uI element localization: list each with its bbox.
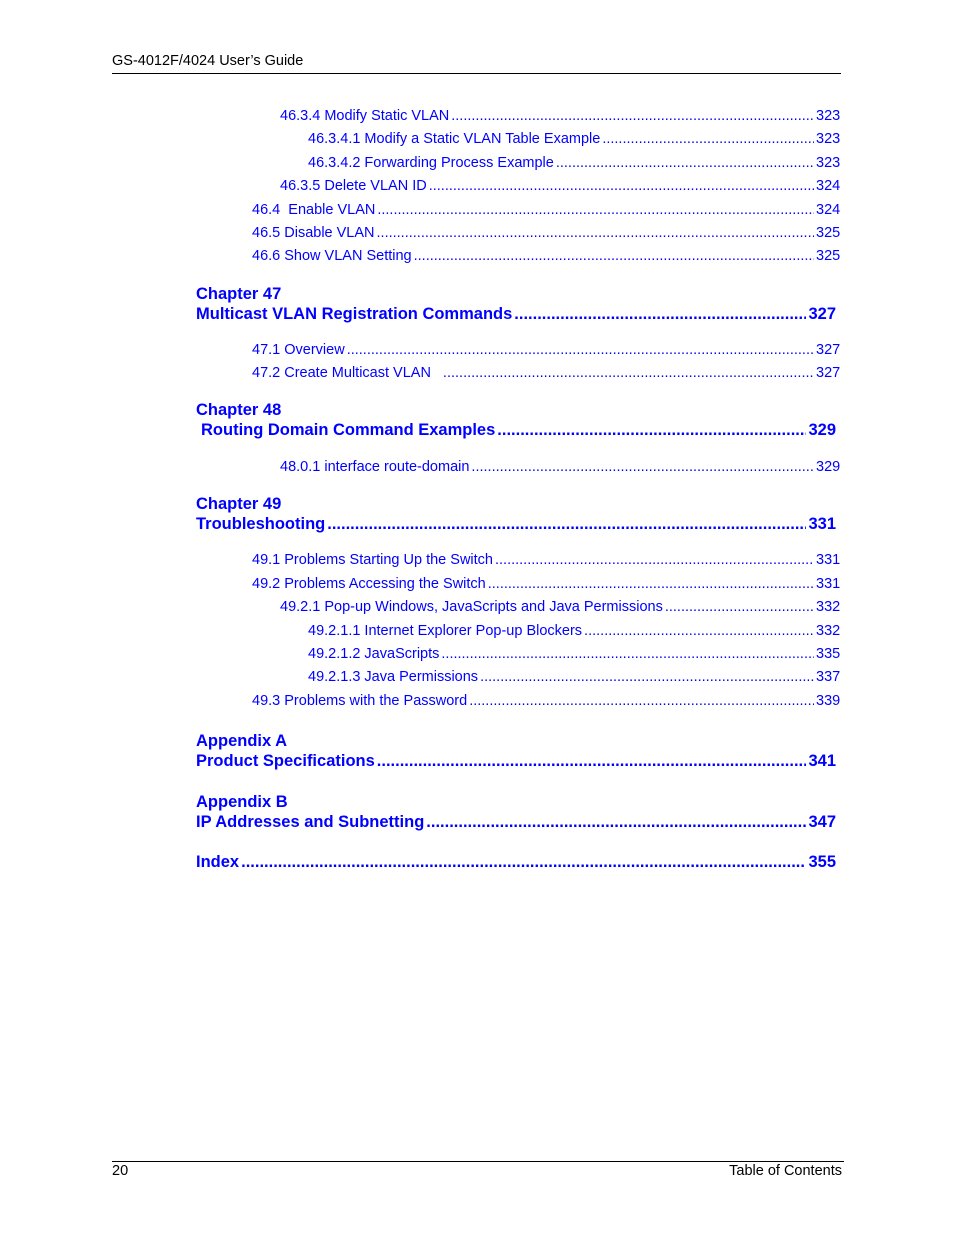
toc-entry-46-4[interactable] [252, 200, 841, 220]
toc-entry-46-5[interactable] [252, 223, 841, 243]
toc-entry-48-0-1[interactable] [280, 457, 841, 477]
leader-dots [414, 246, 814, 266]
toc-entry-page: 335 [816, 646, 841, 662]
toc-entry-49-2-1-1[interactable] [308, 621, 841, 641]
chapter-49-title[interactable] [196, 513, 836, 535]
chapter-48-title[interactable] [196, 419, 836, 441]
toc-entry-page: 325 [816, 248, 841, 264]
leader-dots [377, 750, 807, 772]
toc-entry-label: 49.2 Problems Accessing the Switch [252, 576, 486, 592]
toc-entry-page: 327 [816, 342, 841, 358]
index-entry[interactable] [196, 851, 836, 873]
leader-dots [377, 200, 814, 220]
toc-entry-page: 331 [816, 576, 841, 592]
leader-dots [241, 851, 806, 873]
leader-dots [497, 419, 806, 441]
toc-entry-label: 46.3.4.2 Forwarding Process Example [308, 155, 554, 171]
chapter-page: 327 [808, 305, 836, 323]
chapter-title: Multicast VLAN Registration Commands [196, 305, 513, 323]
leader-dots [480, 667, 814, 687]
toc-entry-label: 49.2.1.2 JavaScripts [308, 646, 440, 662]
leader-dots [327, 513, 806, 535]
toc-entry-49-2[interactable] [252, 574, 841, 594]
toc-entry-label: 49.2.1.3 Java Permissions [308, 669, 479, 685]
toc-entry-page: 332 [816, 599, 841, 615]
toc-entry-49-2-1[interactable] [280, 597, 841, 617]
leader-dots [602, 129, 814, 149]
toc-entry-page: 331 [816, 552, 841, 568]
index-title: Index [196, 853, 240, 871]
footer-section-title: Table of Contents [729, 1163, 842, 1179]
toc-entry-46-3-4-2[interactable] [308, 153, 841, 173]
toc-entry-label: 47.1 Overview [252, 342, 345, 358]
leader-dots [514, 303, 806, 325]
index-page: 355 [808, 853, 836, 871]
toc-entry-page: 324 [816, 178, 841, 194]
toc-entry-page: 327 [816, 365, 841, 381]
toc-entry-49-2-1-2[interactable] [308, 644, 841, 664]
toc-entry-47-2[interactable] [252, 363, 841, 383]
toc-entry-label: 46.6 Show VLAN Setting [252, 248, 412, 264]
toc-entry-label: 48.0.1 interface route-domain [280, 459, 470, 475]
leader-dots [426, 811, 806, 833]
toc-entry-page: 329 [816, 459, 841, 475]
toc-entry-label: 49.2.1 Pop-up Windows, JavaScripts and Java Permissions [280, 599, 663, 615]
chapter-title: Routing Domain Command Examples [201, 421, 496, 439]
leader-dots [665, 597, 814, 617]
leader-dots [469, 691, 814, 711]
toc-entry-page: 324 [816, 202, 841, 218]
leader-dots [429, 176, 814, 196]
leader-dots [377, 223, 814, 243]
chapter-title: Product Specifications [196, 752, 375, 770]
toc-entry-label: 47.2 Create Multicast VLAN [252, 365, 431, 381]
toc-entry-page: 323 [816, 155, 841, 171]
chapter-page: 347 [808, 813, 836, 831]
toc-entry-label: 46.3.5 Delete VLAN ID [280, 178, 427, 194]
chapter-page: 341 [808, 752, 836, 770]
toc-entry-label: 46.3.4 Modify Static VLAN [280, 108, 450, 124]
chapter-47-label[interactable]: Chapter 47 [196, 285, 282, 303]
toc-entry-46-6[interactable] [252, 246, 841, 266]
header-divider [112, 73, 841, 74]
toc-entry-49-1[interactable] [252, 550, 841, 570]
leader-dots [451, 106, 814, 126]
chapter-page: 331 [808, 515, 836, 533]
toc-entry-46-3-4[interactable] [280, 106, 841, 126]
footer-page-number: 20 [112, 1163, 129, 1179]
toc-entry-page: 339 [816, 693, 841, 709]
leader-dots [471, 457, 814, 477]
toc-entry-46-3-4-1[interactable] [308, 129, 841, 149]
leader-dots [584, 621, 814, 641]
appendix-a-title[interactable] [196, 750, 836, 772]
toc-entry-label: 49.2.1.1 Internet Explorer Pop-up Blockers [308, 623, 583, 639]
toc-entry-46-3-5[interactable] [280, 176, 841, 196]
chapter-47-title[interactable] [196, 303, 836, 325]
toc-entry-label: 49.1 Problems Starting Up the Switch [252, 552, 493, 568]
leader-dots [488, 574, 814, 594]
appendix-b-label[interactable]: Appendix B [196, 793, 288, 811]
toc-entry-label: 46.5 Disable VLAN [252, 225, 375, 241]
leader-dots [495, 550, 814, 570]
leader-dots [347, 340, 814, 360]
appendix-a-label[interactable]: Appendix A [196, 732, 288, 750]
chapter-49-label[interactable]: Chapter 49 [196, 495, 282, 513]
leader-dots [441, 644, 814, 664]
chapter-title: IP Addresses and Subnetting [196, 813, 425, 831]
appendix-b-title[interactable] [196, 811, 836, 833]
chapter-page: 329 [808, 421, 836, 439]
leader-dots [443, 363, 814, 383]
toc-entry-page: 325 [816, 225, 841, 241]
toc-entry-page: 332 [816, 623, 841, 639]
toc-entry-label: 46.4 Enable VLAN [252, 202, 376, 218]
toc-entry-49-3[interactable] [252, 691, 841, 711]
page-header: GS-4012F/4024 User’s Guide [112, 53, 304, 69]
toc-entry-49-2-1-3[interactable] [308, 667, 841, 687]
chapter-48-label[interactable]: Chapter 48 [196, 401, 282, 419]
toc-entry-page: 323 [816, 108, 841, 124]
toc-entry-label: 46.3.4.1 Modify a Static VLAN Table Example [308, 131, 601, 147]
toc-entry-47-1[interactable] [252, 340, 841, 360]
toc-entry-page: 337 [816, 669, 841, 685]
chapter-title: Troubleshooting [196, 515, 326, 533]
toc-entry-label: 49.3 Problems with the Password [252, 693, 468, 709]
leader-dots [556, 153, 814, 173]
toc-entry-page: 323 [816, 131, 841, 147]
